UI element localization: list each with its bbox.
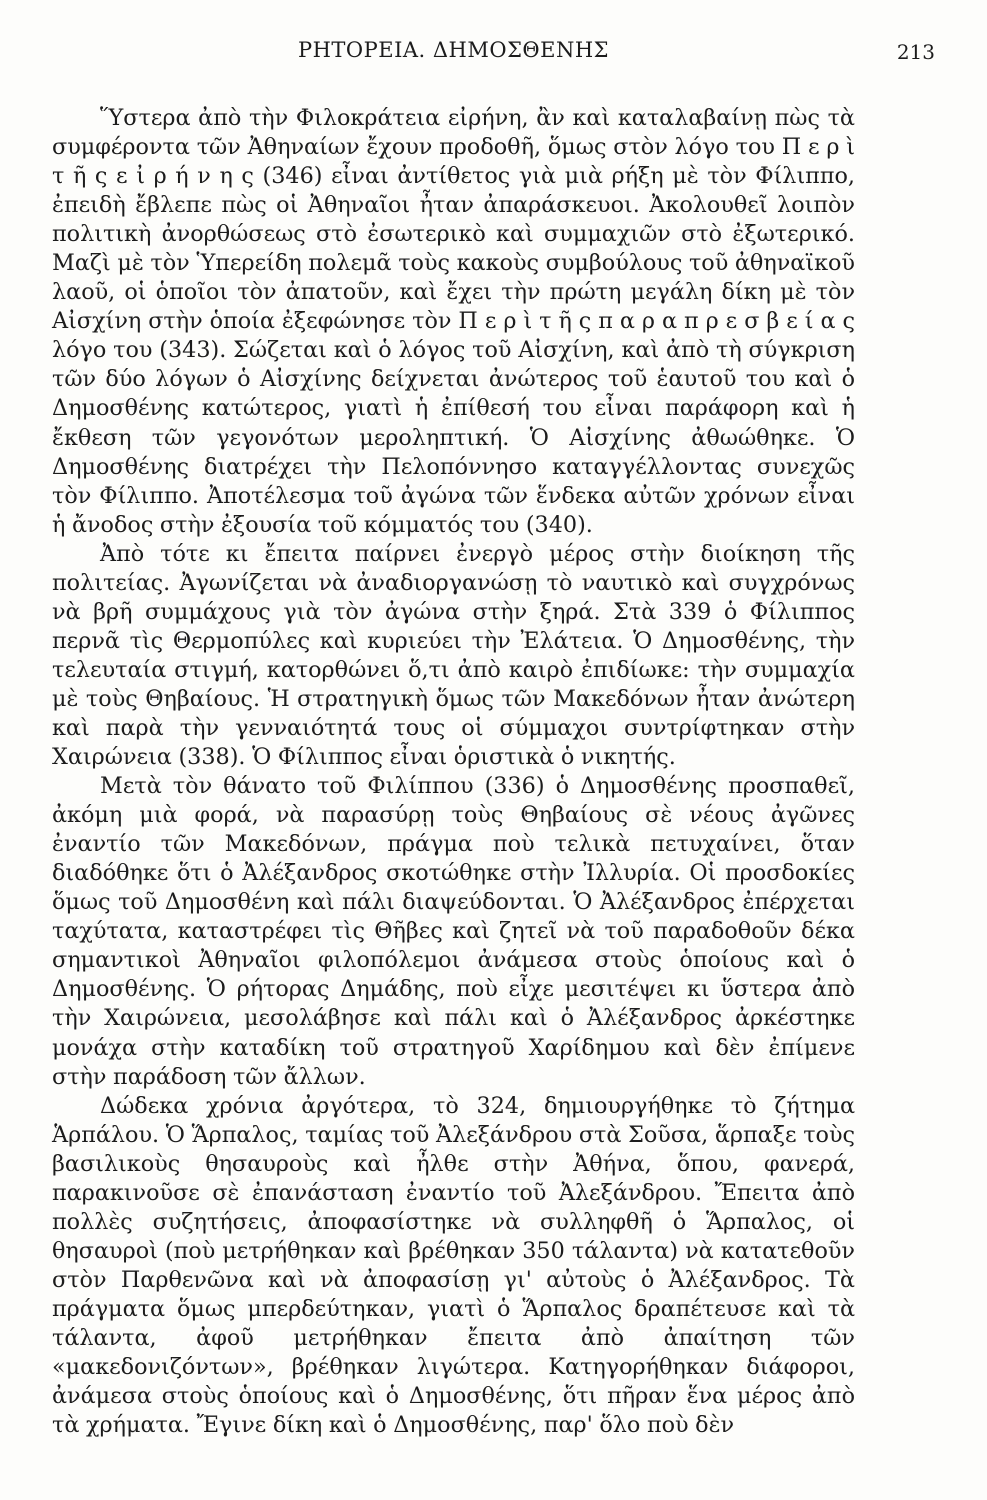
paragraph-death-of-philip: Μετὰ τὸν θάνατο τοῦ Φιλίππου (336) ὁ Δημοσθένης προσπαθεῖ, ἀκόμη μιὰ φορά, νὰ παρασύρῃ τοὺς Θηβαίους σὲ νέους ἀγῶνες ἐναντίο τῶν Μακεδόνων, πράγμα ποὺ τελικὰ πετυχαίνει, ὅταν διαδόθηκε ὅτι ὁ Ἀλέξανδρος σκοτώθηκε στὴν Ἰλλυρία. Οἱ προσδοκίες ὅμως τοῦ Δημοσθένη καὶ πάλι διαψεύδονται. Ὁ Ἀλέξανδρος ἐπέρχεται ταχύτατα, καταστρέφει τὶς Θῆβες καὶ ζητεῖ νὰ τοῦ παραδοθοῦν δέκα σημαντικοὶ Ἀθηναῖοι φιλοπόλεμοι ἀνάμεσα στοὺς ὁποίους καὶ ὁ Δημοσθένης. Ὁ ρήτορας Δημάδης, ποὺ εἶχε μεσιτέψει κι ὕστερα ἀπὸ τὴν Χαιρώνεια, μεσολάβησε καὶ πάλι καὶ ὁ Ἀλέξανδρος ἀρκέστηκε μονάχα στὴν καταδίκη τοῦ στρατηγοῦ Χαρίδημου καὶ δὲν ἐπίμενε στὴν παράδοση τῶν ἄλλων. — [52, 773, 855, 1090]
paragraph-chaeronea: Ἀπὸ τότε κι ἔπειτα παίρνει ἐνεργὸ μέρος στὴν διοίκηση τῆς πολιτείας. Ἀγωνίζεται νὰ ἀναδιοργανώσῃ τὸ ναυτικὸ καὶ συγχρόνως νὰ βρῆ συμμάχους γιὰ τὸν ἀγώνα στὴν ξηρά. Στὰ 339 ὁ Φίλιππος περνᾶ τὶς Θερμοπύλες καὶ κυριεύει τὴν Ἐλάτεια. Ὁ Δημοσθένης, τὴν τελευταία στιγμή, κατορθώνει ὅ,τι ἀπὸ καιρὸ ἐπιδίωκε: τὴν συμμαχία μὲ τοὺς Θηβαίους. Ἡ στρατηγικὴ ὅμως τῶν Μακεδόνων ἦταν ἀνώτερη καὶ παρὰ τὴν γενναιότητά τους οἱ σύμμαχοι συντρίφτηκαν στὴν Χαιρώνεια (338). Ὁ Φίλιππος εἶναι ὁριστικὰ ὁ νικητής. — [52, 540, 855, 771]
paragraph-harpalus-affair: Δώδεκα χρόνια ἀργότερα, τὸ 324, δημιουργήθηκε τὸ ζήτημα Ἁρπάλου. Ὁ Ἅρπαλος, ταμίας τοῦ Ἀλεξάνδρου στὰ Σοῦσα, ἅρπαξε τοὺς βασιλικοὺς θησαυροὺς καὶ ἦλθε στὴν Ἀθήνα, ὅπου, φανερά, παρακινοῦσε σὲ ἐπανάσταση ἐναντίο τοῦ Ἀλεξάνδρου. Ἔπειτα ἀπὸ πολλὲς συζητήσεις, ἀποφασίστηκε νὰ συλληφθῆ ὁ Ἅρπαλος, οἱ θησαυροὶ (ποὺ μετρήθηκαν καὶ βρέθηκαν 350 τάλαντα) νὰ κατατεθοῦν στὸν Παρθενῶνα καὶ νὰ ἀποφασίσῃ γι' αὐτοὺς ὁ Ἀλέξανδρος. Τὰ πράγματα ὅμως μπερδεύτηκαν, γιατὶ ὁ Ἅρπαλος δραπέτευσε καὶ τὰ τάλαντα, ἀφοῦ μετρήθηκαν ἔπειτα ἀπὸ ἀπαίτηση τῶν «μακεδονιζόντων», βρέθηκαν λιγώτερα. Κατηγορήθηκαν διάφοροι, ἀνάμεσα στοὺς ὁποίους καὶ ὁ Δημοσθένης, ὅτι πῆραν ἕνα μέρος ἀπὸ τὰ χρήματα. Ἔγινε δίκη καὶ ὁ Δημοσθένης, παρ' ὅλο ποὺ δὲν — [52, 1092, 855, 1439]
paragraph-peace-of-philocrates: Ὕστερα ἀπὸ τὴν Φιλοκράτεια εἰρήνη, ἂν καὶ καταλαβαίνῃ πὼς τὰ συμφέροντα τῶν Ἀθηναίων ἔχουν προδοθῆ, ὅμως στὸν λόγο του Π ε ρ ὶ τ ῆ ς ε ἰ ρ ή ν η ς (346) εἶναι ἀντίθετος γιὰ μιὰ ρήξη μὲ τὸν Φίλιππο, ἐπειδὴ ἔβλεπε πὼς οἱ Ἀθηναῖοι ἦταν ἀπαράσκευοι. Ἀκολουθεῖ λοιπὸν πολιτικὴ ἀνορθώσεως στὸ ἐσωτερικὸ καὶ συμμαχιῶν στὸ ἐξωτερικό. Μαζὶ μὲ τὸν Ὑπερείδη πολεμᾶ τοὺς κακοὺς συμβούλους τοῦ ἀθηναϊκοῦ λαοῦ, οἱ ὁποῖοι τὸν ἀπατοῦν, καὶ ἔχει τὴν πρώτη μεγάλη δίκη μὲ τὸν Αἰσχίνη στὴν ὁποία ἐξεφώνησε τὸν Π ε ρ ὶ τ ῆ ς π α ρ α π ρ ε σ β ε ί α ς λόγο του (343). Σώζεται καὶ ὁ λόγος τοῦ Αἰσχίνη, καὶ ἀπὸ τὴ σύγκριση τῶν δύο λόγων ὁ Αἰσχίνης δείχνεται ἀνώτερος τοῦ ἑαυτοῦ του καὶ ὁ Δημοσθένης κατώτερος, γιατὶ ἡ ἐπίθεσή του εἶναι παράφορη καὶ ἡ ἔκθεση τῶν γεγονότων μεροληπτική. Ὁ Αἰσχίνης ἀθωώθηκε. Ὁ Δημοσθένης διατρέχει τὴν Πελοπόννησο καταγγέλλοντας συνεχῶς τὸν Φίλιππο. Ἀποτέλεσμα τοῦ ἀγώνα τῶν ἕνδεκα αὐτῶν χρόνων εἶναι ἡ ἄνοδος στὴν ἐξουσία τοῦ κόμματός του (340). — [52, 105, 855, 538]
running-head — [52, 38, 935, 72]
body-text — [52, 104, 855, 1440]
page-number: 213 — [896, 40, 935, 64]
running-title: ΡΗΤΟΡΕΙΑ. ΔΗΜΟΣΘΕΝΗΣ — [297, 38, 610, 62]
